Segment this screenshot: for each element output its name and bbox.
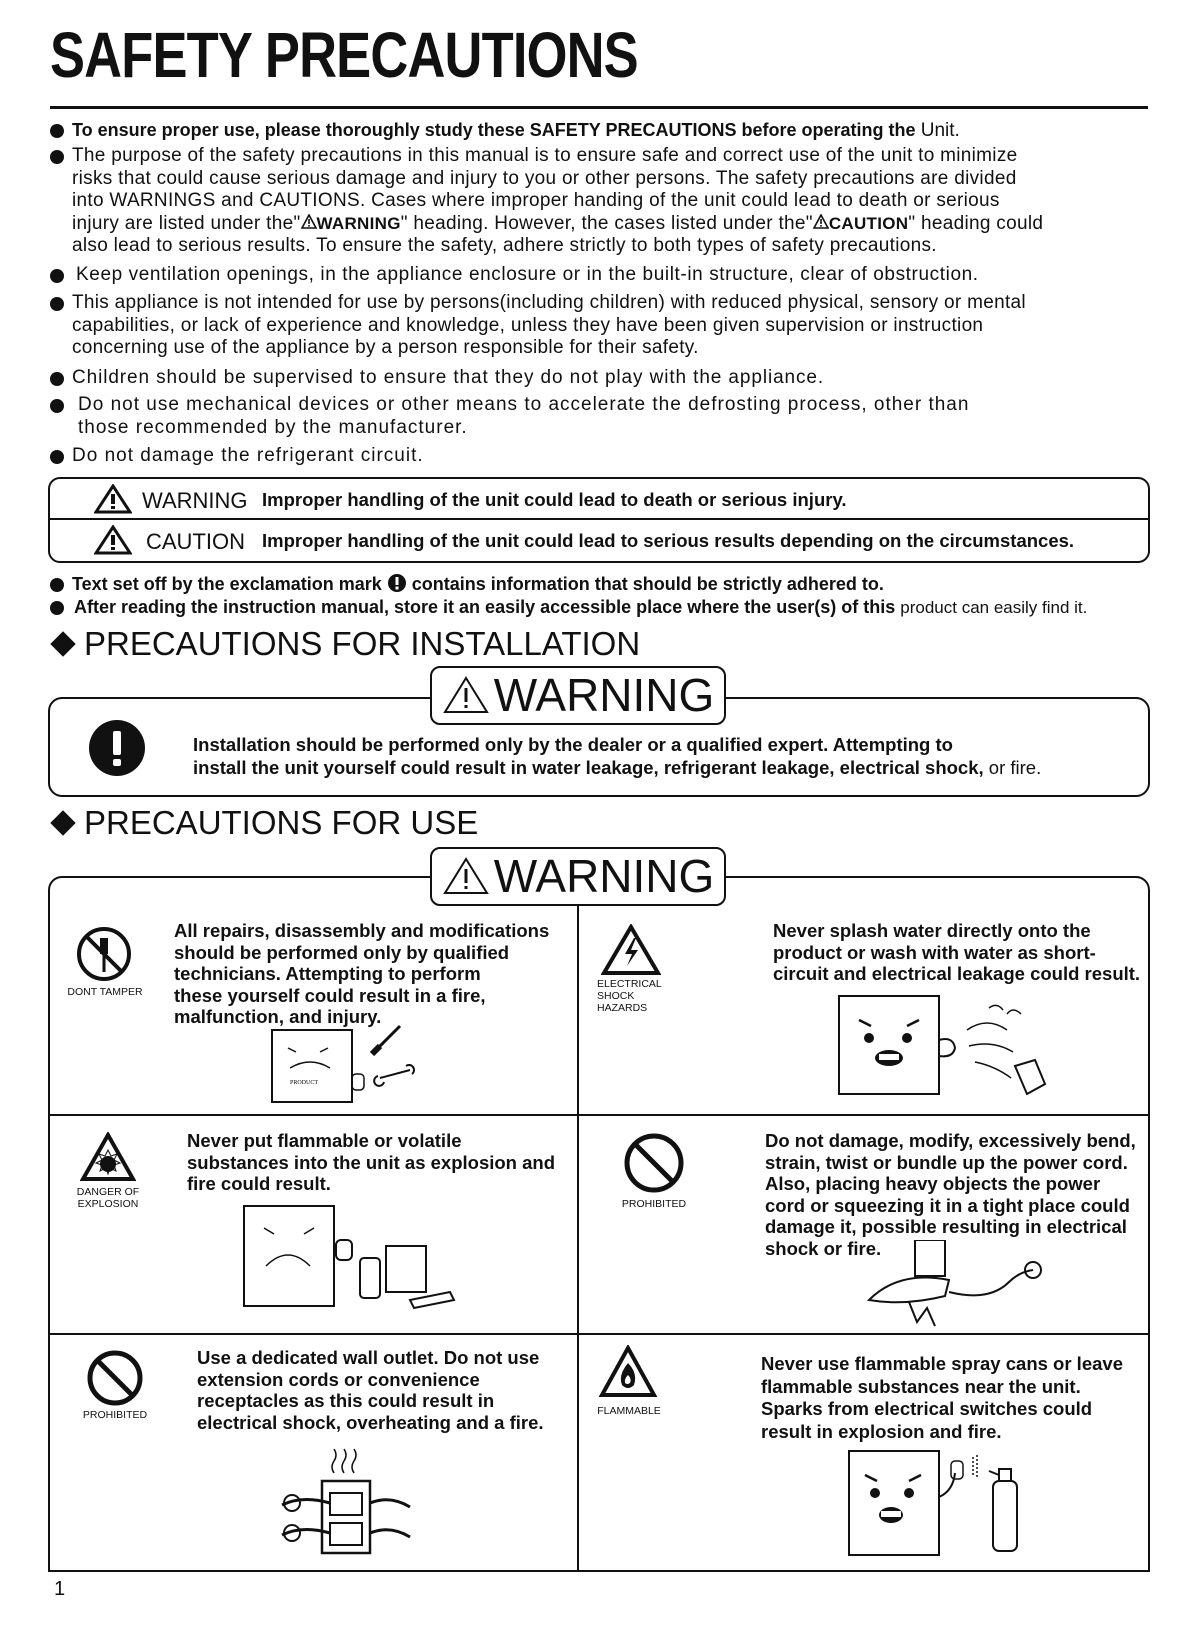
cell-text-line: strain, twist or bundle up the power cord. [765,1151,1128,1173]
note-2-text-a: After reading the instruction manual, store it an easily accessible place where the user(s) of this [74,597,896,617]
diamond-bullet-icon [50,811,75,836]
intro-bullet-1-text: To ensure proper use, please thoroughly study these SAFETY PRECAUTIONS before operating the [72,120,916,140]
bullet-icon [50,124,64,138]
page-title: SAFETY PRECAUTIONS [50,19,638,91]
use-cell-wall-outlet [50,1335,577,1570]
warning-triangle-icon [442,856,490,896]
cell-text-line: should be performed only by qualified [174,941,510,963]
warning-caution-legend [48,477,1150,563]
intro-bullet-4-line: capabilities, or lack of experience and knowledge, unless they have been given supervision or instruction [72,314,984,336]
intro-bullet-3-text: Keep ventilation openings, in the appliance enclosure or in the built-in structure, clear of obstruction. [76,264,979,285]
icon-caption: FLAMMABLE [597,1405,661,1417]
icon-caption [589,978,687,1014]
installation-heading [50,625,640,663]
intro-bullet-4-line: This appliance is not intended for use by persons(including children) with reduced physical, sensory or mental [72,292,1026,313]
cell-text-line: receptacles as this could result in [197,1390,495,1411]
intro-bullet-1-end: Unit. [920,120,960,141]
water-splash-illustration [829,990,1059,1100]
intro-bullet-2-line [72,213,1043,236]
cell-text-line: technicians. Attempting to perform [174,963,481,984]
legend-caution-row [50,520,1148,560]
cell-text-line: Use a dedicated wall outlet. Do not use [197,1347,540,1368]
foot-on-cord-illustration [849,1240,1049,1332]
title-rule [50,106,1148,109]
installation-heading-text: PRECAUTIONS FOR INSTALLATION [84,625,641,662]
legend-warning-row [50,479,1148,519]
use-cell-electrical-shock [579,878,1148,1114]
intro-bullet-7-text: Do not damage the refrigerant circuit. [72,445,424,466]
product-label: PRODUCT [290,1080,319,1086]
icon-caption: PROHIBITED [621,1198,687,1210]
note-2-text-b: product can easily find it. [900,598,1088,617]
prohibited-icon [86,1349,144,1407]
cell-text-line: Never splash water directly onto the [773,920,1091,941]
page-number: 1 [54,1578,66,1600]
text-run: install the unit yourself could result in water leakage, refrigerant leakage, electrical shock, [193,757,984,778]
use-warning-tab [430,847,726,906]
icon-caption-line: ELECTRICAL [597,978,662,990]
electrical-shock-icon [601,924,661,976]
cell-text-line: these yourself could result in a fire, [174,984,486,1006]
intro-bullet-6-line: Do not use mechanical devices or other means to accelerate the defrosting process, other than [78,394,970,415]
flammable-substances-illustration [240,1200,470,1320]
cell-text-line: result in explosion and fire. [761,1420,1002,1442]
warning-word: WARNING [316,213,401,233]
exclamation-circle-icon [387,573,407,593]
intro-bullet-4-line: concerning use of the appliance by a person responsible for their safety. [72,337,699,358]
icon-caption-line: EXPLOSION [77,1198,139,1210]
use-cell-flammable-spray [579,1335,1148,1570]
icon-caption-line: DANGER OF [76,1186,140,1198]
use-cell-explosion [50,1116,577,1333]
note-1-text-a: Text set off by the exclamation mark [72,574,382,594]
legend-warning-text: Improper handling of the unit could lead to death or serious injury. [262,489,847,510]
bullet-icon [50,399,64,413]
flammable-spray-illustration [843,1447,1043,1559]
cell-text-line: flammable substances near the unit. [761,1375,1081,1397]
overloaded-outlet-illustration [278,1445,428,1557]
warning-triangle-icon [813,214,829,229]
intro-bullet-5-text: Children should be supervised to ensure that they do not play with the appliance. [72,367,825,388]
text-run: " heading could [908,212,1044,234]
use-warning-label: WARNING [493,850,715,902]
note-1-text-b: contains information that should be strictly adhered to. [411,574,884,594]
use-cell-power-cord [579,1116,1148,1333]
warning-triangle-icon [442,675,490,715]
text-run: injury are listed under the" [72,212,301,234]
cell-text-line: circuit and electrical leakage could result. [773,963,1141,984]
use-heading-text: PRECAUTIONS FOR USE [84,804,479,841]
exclamation-circle-icon [88,719,146,777]
cell-text-line: extension cords or convenience [197,1368,480,1390]
cell-text-line: Never put flammable or volatile [187,1130,462,1151]
bullet-icon [50,150,64,164]
legend-warning-label: WARNING [142,488,248,513]
installation-warning-label: WARNING [493,669,715,721]
bullet-icon [50,372,64,386]
flammable-icon [599,1345,657,1399]
intro-bullet-6-line: those recommended by the manufacturer. [78,416,468,438]
icon-caption [60,1186,156,1210]
text-run: " heading. However, the cases listed under the" [400,212,813,234]
bullet-icon [50,297,64,311]
caution-triangle-icon [94,525,132,555]
caution-word: CAUTION [828,213,909,233]
intro-bullet-2-line: The purpose of the safety precautions in this manual is to ensure safe and correct use of the unit to minimize [72,145,1018,166]
intro-bullet-2-line: also lead to serious results. To ensure the safety, adhere strictly to both types of safety precautions. [72,235,937,256]
icon-caption-line: SHOCK HAZARDS [597,990,648,1014]
legend-caution-text: Improper handling of the unit could lead to serious results depending on the circumstances. [262,530,1075,551]
bullet-icon [50,578,64,592]
cell-text-line: malfunction, and injury. [174,1006,382,1027]
legend-caution-label: CAUTION [146,529,245,554]
use-heading [50,804,478,842]
installation-warning-tab [430,666,726,725]
prohibited-icon [623,1132,685,1194]
cell-text-line: electrical shock, overheating and a fire. [197,1411,544,1433]
cell-text-line: fire could result. [187,1173,331,1194]
cell-text-line: product or wash with water as short- [773,941,1096,963]
cell-text-line: shock or fire. [765,1237,882,1259]
cell-text-line: substances into the unit as explosion and [187,1151,556,1173]
bullet-icon [50,450,64,464]
dont-tamper-icon [76,926,132,982]
warning-triangle-icon [94,484,132,514]
cell-text-line: All repairs, disassembly and modifications [174,920,550,941]
icon-caption: DONT TAMPER [67,986,143,998]
cell-text-line: Do not damage, modify, excessively bend, [765,1130,1136,1151]
intro-bullet-2-line: risks that could cause serious damage and injury to you or other persons. The safety precautions are divided [72,167,1017,189]
cell-text-line: damage it, possible resulting in electrical [765,1216,1127,1237]
intro-bullet-2-line: into WARNINGS and CAUTIONS. Cases where improper handing of the unit could lead to death or serious [72,190,1000,211]
diamond-bullet-icon [50,632,75,657]
cell-text-line: cord or squeezing it in a tight place could [765,1194,1130,1216]
bullet-icon [50,269,64,283]
cell-text-line: Also, placing heavy objects the power [765,1173,1101,1194]
installation-text-line: Installation should be performed only by the dealer or a qualified expert. Attempting to [193,734,953,755]
use-cell-dont-tamper [50,878,577,1114]
use-warning-grid [48,876,1150,1572]
product-with-tools-illustration [260,1018,430,1108]
warning-triangle-icon [301,214,317,229]
cell-text-line: Sparks from electrical switches could [761,1398,1093,1419]
text-run: or fire. [988,757,1042,778]
bullet-icon [50,601,64,615]
danger-of-explosion-icon [80,1132,136,1182]
installation-text-line [193,756,1041,779]
icon-caption: PROHIBITED [82,1409,148,1421]
cell-text-line: Never use flammable spray cans or leave [761,1353,1123,1374]
